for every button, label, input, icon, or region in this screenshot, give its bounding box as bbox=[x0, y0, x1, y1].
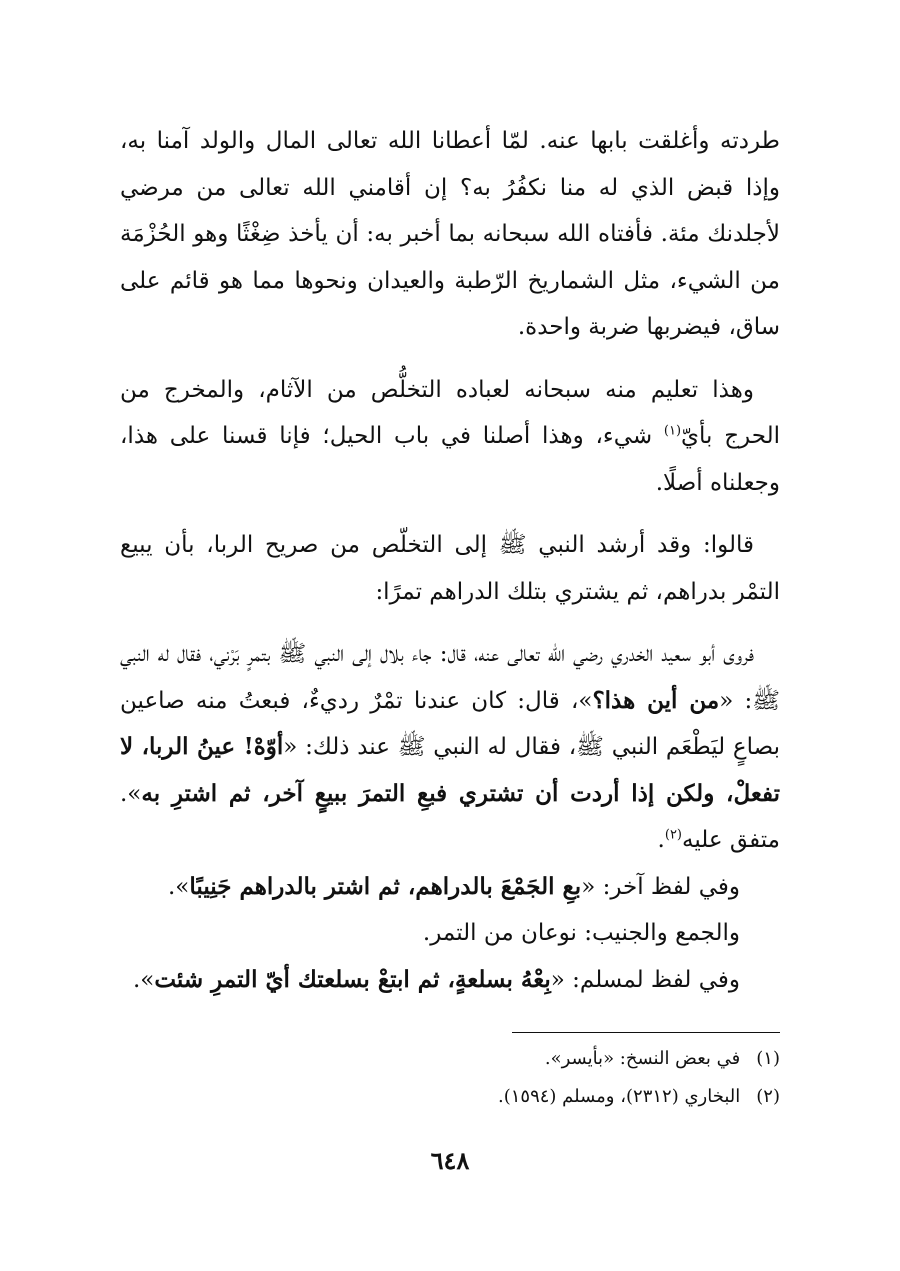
paragraph-1-text: طردته وأغلقت بابها عنه. لمّا أعطانا الله تعالى المال والولد آمنا به، وإذا قبض الذي له منا نكفُرُ به؟ إن أقامني الله تعالى من مرضي لأجلدنك مئة. فأفتاه الله سبحانه بما أخبر به: أن يأخذ ضِغْثًا وهو الحُزْمَة من الشيء، مثل الشماريخ الرّطبة والعيدان ونحوها مما هو قائم على ساق، فيضربها ضربة واحدة. bbox=[120, 128, 780, 340]
paragraph-5 bbox=[120, 864, 780, 911]
paragraph-6 bbox=[120, 910, 780, 957]
paragraph-5-text-c: ». bbox=[168, 873, 190, 900]
paragraph-2 bbox=[120, 367, 780, 507]
paragraph-4-text-a: فروى أبو سعيد الخدري رضي الله تعالى عنه، قال: جاء بلال إلى النبي ﷺ بتمرٍ بَرْني، فقال له النبي ﷺ: « bbox=[120, 641, 780, 714]
hadith-quote-4: بِعْهُ بسلعةٍ، ثم ابتعْ بسلعتك أيّ التمرِ شئت bbox=[154, 965, 551, 993]
hadith-quote-3: بعِ الجَمْعَ بالدراهم، ثم اشتر بالدراهم جَنِيبًا bbox=[189, 872, 582, 900]
hadith-quote-1: من أين هذا؟ bbox=[592, 686, 720, 714]
page-number: ٦٤٨ bbox=[430, 1146, 470, 1175]
main-text bbox=[120, 118, 780, 1003]
paragraph-3 bbox=[120, 522, 780, 615]
footnote-item bbox=[120, 1078, 780, 1116]
footnote-number: (٢) bbox=[756, 1086, 780, 1107]
paragraph-4 bbox=[120, 631, 780, 864]
footnote-ref-2[interactable]: (٢) bbox=[664, 827, 682, 843]
paragraph-4-end: . bbox=[657, 827, 665, 853]
footnote-number: (١) bbox=[756, 1048, 780, 1069]
footnote-text: في بعض النسخ: «بأيسر». bbox=[544, 1048, 741, 1069]
paragraph-2-text-b: شيء، وهذا أصلنا في باب الحيل؛ فإنا قسنا على هذا، وجعلناه أصلًا. bbox=[120, 423, 780, 496]
paragraph-7 bbox=[120, 957, 780, 1004]
footnote-text: البخاري (٢٣١٢)، ومسلم (١٥٩٤). bbox=[497, 1086, 741, 1107]
paragraph-1 bbox=[120, 118, 780, 351]
paragraph-7-text-a: وفي لفظ لمسلم: « bbox=[550, 966, 740, 993]
footnotes bbox=[120, 1040, 780, 1116]
footnote-ref-1[interactable]: (١) bbox=[663, 423, 682, 439]
paragraph-6-text: والجمع والجنيب: نوعان من التمر. bbox=[422, 920, 740, 946]
paragraph-4-text-c: »، قال: كان عندنا تمْرٌ رديءٌ، فبعتُ منه صاعين بصاعٍ ليَطْعَم النبي ﷺ، فقال له النبي ﷺ عند ذلك: « bbox=[120, 687, 780, 760]
paragraph-2-text-a: وهذا تعليم منه سبحانه لعباده التخلُّص من الآثام، والمخرج من الحرج بأيّ bbox=[120, 376, 780, 449]
footnote-separator bbox=[512, 1032, 780, 1033]
footnote-item bbox=[120, 1040, 780, 1078]
paragraph-5-text-a: وفي لفظ آخر: « bbox=[581, 873, 740, 900]
paragraph-4-text-e: ». متفق عليه bbox=[120, 780, 780, 853]
hadith-quote-2: أوّهْ! عينُ الربا، لا تفعلْ، ولكن إذا أردت أن تشتري فبعِ التمرَ ببيعٍ آخر، ثم اشترِ به bbox=[120, 733, 780, 807]
paragraph-3-text: قالوا: وقد أرشد النبي ﷺ إلى التخلّص من صريح الربا، بأن يبيع التمْر بدراهم، ثم يشتري بتلك الدراهم تمرًا: bbox=[120, 532, 780, 605]
paragraph-7-text-c: ». bbox=[132, 966, 155, 993]
